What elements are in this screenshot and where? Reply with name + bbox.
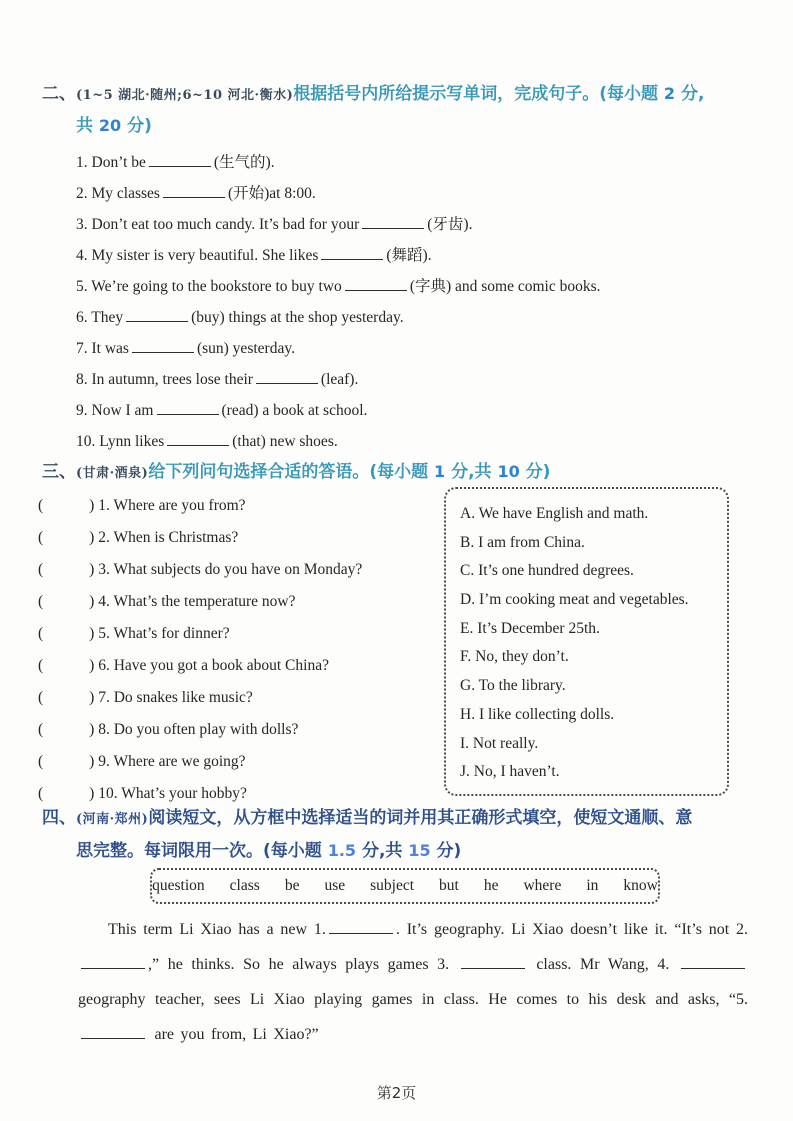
paren-close: ) bbox=[89, 593, 95, 610]
question-item bbox=[38, 682, 438, 714]
item-hint: (生气的). bbox=[213, 154, 275, 171]
section4-source-tag: (河南·郑州) bbox=[76, 812, 149, 827]
paren-open: ( bbox=[38, 497, 44, 514]
page-number: 第2页 bbox=[376, 1084, 417, 1102]
question-text: 1. Where are you from? bbox=[98, 497, 246, 514]
answer-blank bbox=[81, 1025, 145, 1039]
item-text: 1. Don’t be bbox=[76, 154, 146, 171]
fill-blank-item bbox=[76, 302, 766, 333]
section4-score-points: 1.5 bbox=[327, 841, 357, 860]
section3-source-tag: (甘肃·酒泉) bbox=[76, 466, 149, 481]
fill-blank-item bbox=[76, 147, 766, 178]
section4-score-prefix: (每小题 bbox=[263, 841, 328, 861]
item-text: 3. Don’t eat too much candy. It’s bad for your bbox=[76, 216, 360, 233]
item-hint: (字典) and some comic books. bbox=[409, 278, 601, 295]
question-text: 10. What’s your hobby? bbox=[98, 785, 247, 802]
passage-text: geography teacher, sees Li Xiao playing games in class. He comes to his desk and asks, “5. bbox=[78, 991, 748, 1008]
item-text: 2. My classes bbox=[76, 185, 160, 202]
paren-open: ( bbox=[38, 721, 44, 738]
item-text: 7. It was bbox=[76, 340, 129, 357]
word-bank-word: he bbox=[483, 877, 499, 894]
section2-item-list bbox=[76, 147, 766, 457]
question-text: 8. Do you often play with dolls? bbox=[98, 721, 299, 738]
paren-open: ( bbox=[38, 561, 44, 578]
section4-instruction-line1: 阅读短文，从方框中选择适当的词并用其正确形式填空，使短文通顺、意 bbox=[148, 808, 693, 828]
item-hint: (buy) things at the shop yesterday. bbox=[191, 309, 404, 326]
section2-score-mid: 分, bbox=[675, 84, 705, 104]
section3-label: 三、 bbox=[42, 462, 76, 482]
section2-label: 二、 bbox=[42, 84, 76, 104]
fill-blank-item bbox=[76, 178, 766, 209]
item-text: 4. My sister is very beautiful. She likes bbox=[76, 247, 319, 264]
paren-close: ) bbox=[89, 753, 95, 770]
section2-instruction: 根据括号内所给提示写单词，完成句子。 bbox=[293, 84, 600, 104]
question-text: 3. What subjects do you have on Monday? bbox=[98, 561, 363, 578]
word-bank-word: be bbox=[284, 877, 300, 894]
question-text: 4. What’s the temperature now? bbox=[98, 593, 296, 610]
section4-score-total: 15 bbox=[408, 841, 431, 860]
section3-score-total: 10 bbox=[497, 462, 520, 481]
paren-open: ( bbox=[38, 529, 44, 546]
word-bank-word: but bbox=[439, 877, 459, 894]
fill-blank-item bbox=[76, 395, 766, 426]
item-hint: (牙齿). bbox=[427, 216, 473, 233]
question-item bbox=[38, 522, 438, 554]
item-hint: (舞蹈). bbox=[386, 247, 432, 264]
paren-open: ( bbox=[38, 753, 44, 770]
word-bank-word: where bbox=[523, 877, 562, 894]
section3-score-prefix: (每小题 bbox=[369, 462, 435, 482]
answer-blank bbox=[163, 184, 225, 198]
item-hint: (开始)at 8:00. bbox=[227, 185, 316, 202]
paren-close: ) bbox=[89, 529, 95, 546]
fill-blank-item bbox=[76, 364, 766, 395]
paren-open: ( bbox=[38, 657, 44, 674]
item-text: 10. Lynn likes bbox=[76, 433, 165, 450]
word-bank-word: question bbox=[152, 877, 205, 894]
passage-text: are you from, Li Xiao?” bbox=[148, 1026, 319, 1043]
section2-score-total-suffix: 分) bbox=[121, 116, 152, 136]
cloze-passage bbox=[78, 912, 748, 1052]
answer-blank bbox=[81, 955, 145, 969]
answer-option: B. I am from China. bbox=[460, 533, 585, 551]
passage-text: This term Li Xiao has a new 1. bbox=[108, 921, 326, 938]
section2-heading-line2 bbox=[76, 112, 152, 140]
paren-close: ) bbox=[89, 625, 95, 642]
answer-option: C. It’s one hundred degrees. bbox=[460, 562, 634, 580]
item-hint: (that) new shoes. bbox=[232, 433, 338, 450]
fill-blank-item bbox=[76, 240, 766, 271]
fill-blank-item bbox=[76, 209, 766, 240]
question-item bbox=[38, 746, 438, 778]
item-text: 5. We’re going to the bookstore to buy two bbox=[76, 278, 342, 295]
answer-blank bbox=[681, 955, 745, 969]
answer-option: I. Not really. bbox=[460, 734, 539, 752]
section3-score-points: 1 bbox=[434, 462, 446, 481]
item-text: 6. They bbox=[76, 309, 124, 326]
section2-score-total: 20 bbox=[98, 116, 122, 135]
section3-score-mid: 分,共 bbox=[445, 462, 498, 482]
item-text: 9. Now I am bbox=[76, 402, 154, 419]
section2-heading bbox=[42, 80, 762, 109]
answer-blank bbox=[362, 215, 424, 229]
question-text: 7. Do snakes like music? bbox=[98, 689, 253, 706]
answer-option: A. We have English and math. bbox=[460, 505, 649, 522]
page-footer bbox=[0, 1082, 793, 1103]
answer-option: E. It’s December 25th. bbox=[460, 619, 600, 637]
word-bank-word: in bbox=[586, 877, 599, 894]
word-bank-word: know bbox=[623, 877, 658, 894]
passage-text: ,” he thinks. So he always plays games 3. bbox=[148, 956, 458, 973]
answer-blank bbox=[149, 153, 211, 167]
paren-close: ) bbox=[89, 721, 95, 738]
question-item bbox=[38, 586, 438, 618]
item-hint: (sun) yesterday. bbox=[196, 340, 295, 357]
word-bank-box bbox=[150, 868, 660, 904]
paren-open: ( bbox=[38, 593, 44, 610]
answer-blank bbox=[461, 955, 525, 969]
section4-heading-line2 bbox=[76, 837, 461, 866]
section4-label: 四、 bbox=[42, 808, 76, 828]
section4-instruction-line2: 思完整。每词限用一次。 bbox=[76, 841, 263, 861]
section2-score-points: 2 bbox=[663, 84, 676, 103]
word-bank-word: subject bbox=[370, 877, 415, 894]
answer-blank bbox=[321, 246, 383, 260]
passage-text: . It’s geography. Li Xiao doesn’t like it. “It’s not 2. bbox=[395, 921, 748, 938]
answer-blank bbox=[167, 432, 229, 446]
section3-question-list bbox=[38, 490, 438, 810]
section2-score-prefix: (每小题 bbox=[599, 84, 664, 104]
answer-blank bbox=[157, 401, 219, 415]
fill-blank-item bbox=[76, 426, 766, 457]
paren-close: ) bbox=[89, 497, 95, 514]
question-item bbox=[38, 714, 438, 746]
section4-score-suffix: 分) bbox=[430, 841, 462, 861]
section3-heading bbox=[42, 458, 762, 487]
question-item bbox=[38, 618, 438, 650]
question-text: 6. Have you got a book about China? bbox=[98, 657, 329, 674]
section3-instruction: 给下列问句选择合适的答语。 bbox=[148, 462, 370, 482]
paren-open: ( bbox=[38, 689, 44, 706]
answer-blank bbox=[329, 920, 393, 934]
fill-blank-item bbox=[76, 333, 766, 364]
question-text: 9. Where are we going? bbox=[98, 753, 246, 770]
answer-options-box bbox=[444, 487, 729, 796]
paren-close: ) bbox=[89, 785, 95, 802]
item-hint: (leaf). bbox=[320, 371, 359, 388]
answer-option: F. No, they don’t. bbox=[460, 648, 569, 666]
answer-blank bbox=[132, 339, 194, 353]
question-text: 5. What’s for dinner? bbox=[98, 625, 230, 642]
question-item bbox=[38, 490, 438, 522]
question-text: 2. When is Christmas? bbox=[98, 529, 239, 546]
answer-option: H. I like collecting dolls. bbox=[460, 705, 615, 723]
section2-score-total-prefix: 共 bbox=[76, 116, 99, 136]
answer-blank bbox=[256, 370, 318, 384]
question-item bbox=[38, 554, 438, 586]
word-bank-word: use bbox=[324, 877, 346, 894]
passage-text: class. Mr Wang, 4. bbox=[527, 956, 678, 973]
section4-score-mid: 分,共 bbox=[356, 841, 409, 861]
answer-option: J. No, I haven’t. bbox=[460, 763, 560, 781]
paren-close: ) bbox=[89, 689, 95, 706]
fill-blank-item bbox=[76, 271, 766, 302]
answer-blank bbox=[345, 277, 407, 291]
item-text: 8. In autumn, trees lose their bbox=[76, 371, 253, 388]
section2-source-tag: (1~5 湖北·随州;6~10 河北·衡水) bbox=[76, 88, 294, 103]
section4-heading bbox=[42, 804, 766, 834]
word-bank-word: class bbox=[229, 877, 260, 894]
item-hint: (read) a book at school. bbox=[221, 402, 368, 419]
question-item bbox=[38, 650, 438, 682]
answer-blank bbox=[126, 308, 188, 322]
paren-close: ) bbox=[89, 657, 95, 674]
section3-score-suffix: 分) bbox=[519, 462, 551, 482]
paren-close: ) bbox=[89, 561, 95, 578]
answer-option: D. I’m cooking meat and vegetables. bbox=[460, 591, 689, 609]
paren-open: ( bbox=[38, 625, 44, 642]
paren-open: ( bbox=[38, 785, 44, 802]
answer-option: G. To the library. bbox=[460, 677, 566, 695]
